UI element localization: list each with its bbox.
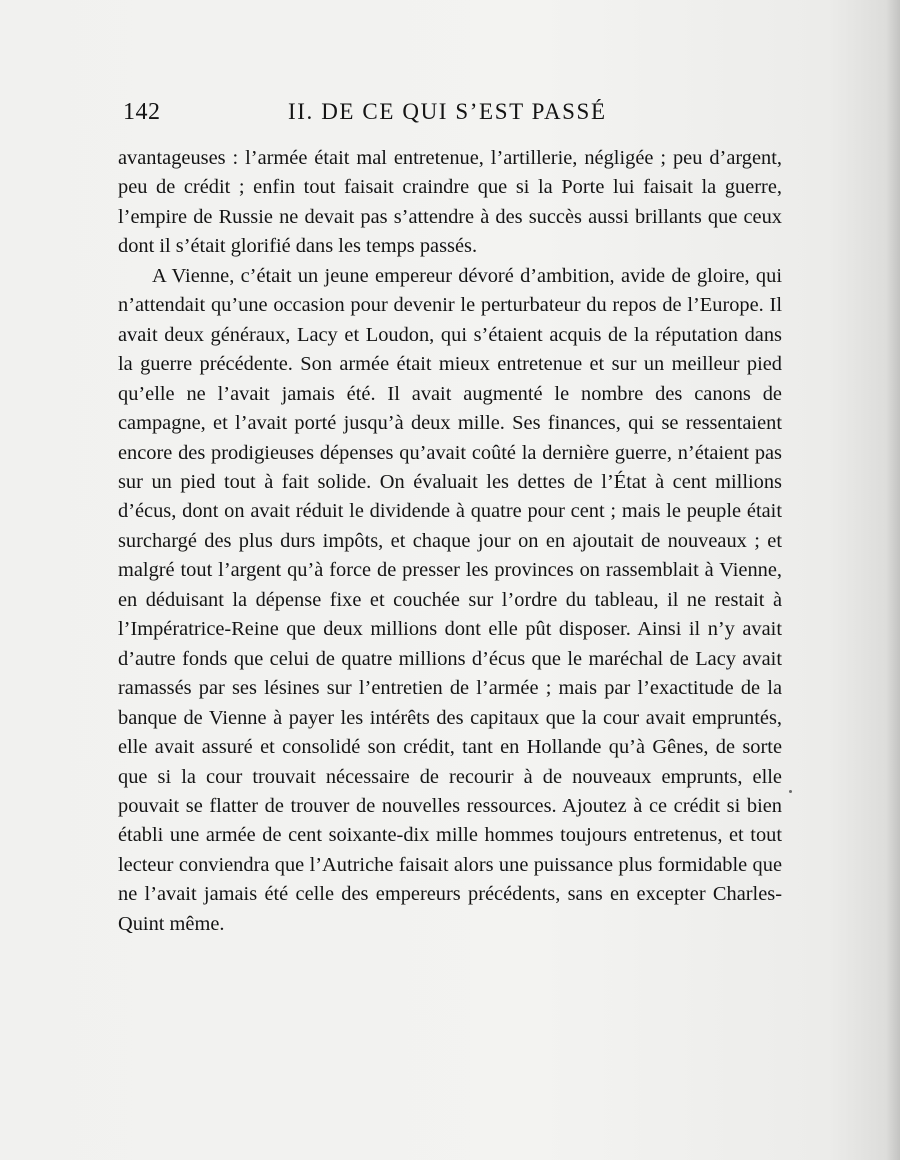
- running-title: II. DE CE QUI S’EST PASSÉ: [288, 99, 607, 124]
- page-edge-shadow: [886, 0, 900, 1160]
- paragraph-continuation: avantageuses : l’armée était mal entretenue, l’artillerie, négligée ; peu d’argent, peu de crédit ; enfin tout faisait craindre que si la Porte lui faisait la guerre, l’empire de Russie ne devait pas s’attendre à des succès aussi brillants que ceux dont il s’était glorifié dans les temps passés.: [118, 147, 782, 258]
- body-text: [118, 144, 782, 939]
- paragraph-vienne: A Vienne, c’était un jeune empereur dévoré d’ambition, avide de gloire, qui n’attendait qu’une occasion pour devenir le perturbateur du repos de l’Europe. Il avait deux généraux, Lacy et Loudon, qui s’étaient acquis de la réputation dans la guerre précédente. Son armée était mieux entretenue et sur un meilleur pied qu’elle ne l’avait jamais été. Il avait augmenté le nombre des canons de campagne, et l’avait porté jusqu’à deux mille. Ses finances, qui se ressentaient encore des prodigieuses dépenses qu’avait coûté la dernière guerre, n’étaient pas sur un pied tout à fait solide. On évaluait les dettes de l’État à cent millions d’écus, dont on avait réduit le dividende à quatre pour cent ; mais le peuple était surchargé des plus durs impôts, et chaque jour on en ajoutait de nouveaux ; et malgré tout l’argent qu’à force de presser les provinces on rassemblait à Vienne, en déduisant la dépense fixe et couchée sur l’ordre du tableau, il ne restait à l’Impératrice-Reine que deux millions dont elle pût disposer. Ainsi il n’y avait d’autre fonds que celui de quatre millions d’écus que le maréchal de Lacy avait ramassés par ses lésines sur l’entretien de l’armée ; mais par l’exactitude de la banque de Vienne à payer les intérêts des capitaux que la cour avait empruntés, elle avait assuré et consolidé son crédit, tant en Hollande qu’à Gênes, de sorte que si la cour trouvait nécessaire de recourir à de nouveaux emprunts, elle pouvait se flatter de trouver de nouvelles ressources. Ajoutez à ce crédit si bien établi une armée de cent soixante-dix mille hommes toujours entretenus, et tout lecteur conviendra que l’Autriche faisait alors une puissance plus formidable que ne l’avait jamais été celle des empereurs précédents, sans en excepter Charles-Quint même.: [118, 264, 782, 935]
- page-number: 142: [123, 99, 161, 125]
- running-head: [120, 99, 810, 133]
- scan-speck: [789, 790, 792, 793]
